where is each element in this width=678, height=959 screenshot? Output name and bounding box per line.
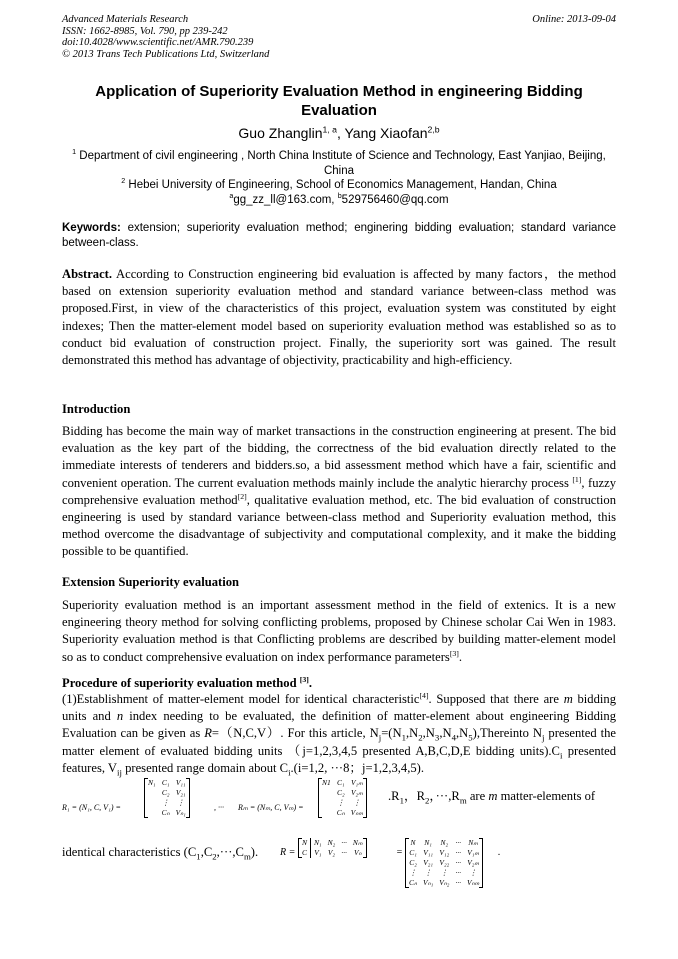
matrix-cell: ⋮ (469, 868, 477, 877)
matrix-cell: N₁ (148, 778, 156, 787)
tail-comma-2: ，···,R (429, 789, 460, 803)
author-separator: , (336, 125, 345, 141)
citation-1: [1] (572, 474, 582, 484)
tail-R: .R (388, 789, 400, 803)
matrix-cell: C₁ (409, 848, 417, 857)
email-a: gg_zz_ll@163.com, (233, 193, 338, 206)
paper-title: Application of Superiority Evaluation Method in engineering Bidding Evaluation (95, 83, 583, 119)
author-1-mark: 1, a (322, 124, 337, 135)
sub-1: 1 (401, 732, 406, 743)
matrix-cell: ⋮ (161, 798, 170, 807)
matrix-cell (319, 808, 334, 818)
tail-sub-m: m (459, 795, 467, 806)
affiliation-2-text: Hebei University of Engineering, School of Economics Management, Handan, China (125, 179, 557, 191)
tail-end: matter-elements of (497, 789, 596, 803)
comp-sub-m: m (243, 851, 251, 862)
matrix-cell: Vₙₘ (350, 808, 364, 817)
introduction-heading: Introduction (62, 402, 131, 416)
comp-end: ). (250, 845, 259, 859)
matrix-cell: C (302, 848, 308, 857)
email-a-mark: a (229, 191, 234, 200)
matrix-cell: Vₙ₁ (175, 808, 186, 817)
affiliation-1-mark: 1 (72, 148, 77, 157)
tail-text: are (466, 789, 489, 803)
matrix-row (406, 878, 482, 888)
issn-line: ISSN: 1662-8985, Vol. 790, pp 239-242 (62, 25, 228, 37)
email-b: 529756460@qq.com (341, 193, 449, 206)
matter-element-row (62, 778, 616, 838)
proc-comma-1: ,N (406, 726, 419, 741)
matrix-cell: N₁ (424, 838, 432, 847)
affiliation-2 (62, 178, 616, 193)
composite-matrix-2 (405, 838, 483, 888)
composite-equals: = (396, 847, 403, 858)
matrix-cell: ··· (455, 878, 461, 887)
matrix-cell: Nₘ (468, 838, 478, 847)
doi-line: doi:10.4028/www.scientific.net/AMR.790.239 (62, 37, 254, 49)
tail-sub-2: 2 (424, 795, 430, 806)
intro-text-1: Bidding has become the main way of market transactions in the construction engineering at present. The bid evaluation as the key part of the bidding, the correctness of the bid evaluation directly related to the immediate interests of tenderers and bidders.so, a bid assessment method which have a fair, scientific and convenient operation. The current evaluation methods mainly include the analytic hierarchy process (62, 424, 616, 490)
tail-var-m: m (488, 789, 498, 803)
rm-lhs: Rₘ = (Nₘ, C, Vₘ) = (238, 803, 304, 812)
matrix-cell (145, 808, 159, 818)
matrix-cell: V₂ (327, 848, 336, 857)
r1-matrix (144, 778, 190, 818)
proc-comma-3: ,N (439, 726, 452, 741)
matrix-cell: V₁ₘ (467, 848, 480, 857)
proc-text-10: presented range domain about C (121, 760, 289, 775)
matrix-row (319, 778, 366, 788)
matrix-row (145, 798, 189, 808)
composite-matrix-1 (298, 838, 367, 858)
matrix-cell: ··· (455, 838, 461, 847)
matrix-row (145, 808, 189, 818)
proc-text-6: =(N (381, 726, 402, 741)
matrix-cell: N₂ (440, 838, 449, 847)
matrix-row (319, 808, 366, 818)
matrix-cell: ··· (341, 838, 347, 847)
matrix-cell: V₁₁ (423, 848, 433, 857)
matrix-cell: Vₙ₂ (439, 878, 450, 887)
matrix-row (319, 788, 366, 798)
matrix-cell (145, 788, 159, 798)
proc-text-2: . Supposed that there are (428, 692, 564, 706)
matrix-cell: V₁₁ (175, 778, 186, 787)
comp-sub-1: 1 (196, 851, 201, 862)
extension-text-end: . (458, 649, 463, 664)
rm-matrix (318, 778, 367, 818)
matrix-cell: Vₙ₁ (423, 878, 434, 887)
matrix-cell: V₂₁ (175, 788, 186, 797)
extension-heading: Extension Superiority evaluation (62, 575, 240, 589)
matrix-cell: ⋮ (424, 868, 432, 877)
matrix-cell: ⋮ (176, 798, 185, 807)
matrix-cell: ⋮ (337, 798, 345, 807)
procedure-heading-citation: [3] (299, 674, 309, 684)
var-n: n (116, 709, 124, 724)
matrix-cell: ··· (455, 868, 461, 877)
matrix-cell: C₁ (161, 778, 170, 787)
matrix-row (299, 838, 366, 848)
matrix-cell: Vₙₘ (467, 878, 480, 887)
author-2-mark: 2,b (427, 124, 440, 135)
tail-sub-1: 1 (399, 795, 404, 806)
keywords-text: extension; superiority evaluation method; enginering bidding evaluation; standard variance between-class. (62, 222, 616, 249)
matrix-cell: Cₙ (161, 808, 170, 817)
matrix-row (406, 848, 482, 858)
matrix-row (299, 848, 366, 858)
matrix-cell: Cₙ (409, 878, 417, 887)
matrix-cell: V₂ₘ (467, 858, 480, 867)
abstract (62, 266, 616, 369)
matrix-cell: N₁ (314, 838, 322, 847)
proc-text-9: presented features, V (62, 743, 616, 775)
composite-matrix-2-table (406, 838, 482, 888)
proc-text-11: .(i=1,2, ···8；j=1,2,3,4,5). (290, 760, 424, 775)
matrix-cell: ⋮ (440, 868, 449, 877)
matrix-cell: ⋮ (409, 868, 417, 877)
citation-3: [3] (449, 648, 459, 658)
affiliation-1 (62, 149, 616, 178)
matrix-cell: C₁ (336, 778, 345, 787)
citation-4: [4] (419, 690, 429, 700)
matrix-cell: V₁₂ (439, 848, 450, 857)
matrix-cell: N₂ (327, 838, 336, 847)
r1-lhs: R₁ = (N₁, C, V₁) = (62, 803, 121, 812)
composite-text (62, 845, 258, 860)
var-m: m (563, 692, 573, 706)
copyright-line: © 2013 Trans Tech Publications Ltd, Switzerland (62, 48, 270, 60)
matrix-row (319, 798, 366, 808)
author-line (62, 124, 616, 142)
matrix-cell: V₂ₘ (350, 788, 363, 797)
matrix-cell: Vₙ (353, 848, 362, 857)
matrix-row (406, 858, 482, 868)
matrix-row (145, 778, 189, 788)
procedure-heading-end: . (308, 676, 312, 690)
sub-j: j (378, 732, 382, 743)
email-b-mark: b (337, 191, 342, 200)
tail-comma-1: ，R (403, 789, 425, 803)
matrix-cell: ··· (341, 848, 347, 857)
rm-matrix-table (319, 778, 366, 818)
extension-paragraph (62, 597, 616, 666)
affiliation-2-mark: 2 (121, 177, 126, 186)
extension-text: Superiority evaluation method is an important assessment method in the field of extenics. It is a new engineering theory method for solving conflicting problems, proposed by Chinese scholar Cai Wen in 1983. Superiority evaluation method is that Conflicting problems are described by building matter-element model so as to conduct comprehensive evaluation on index performance parameters (62, 598, 616, 664)
matrix-cell: ··· (455, 858, 461, 867)
matrix-cell: V₂₂ (439, 858, 450, 867)
sub-4: 4 (451, 732, 456, 743)
matrix-row (406, 838, 482, 848)
abstract-label: Abstract. (62, 267, 113, 281)
citation-2: [2] (237, 491, 247, 501)
matrix-cell: ··· (455, 848, 461, 857)
keywords-label: Keywords: (62, 222, 121, 234)
matrix-cell: ⋮ (353, 798, 361, 807)
sub-3: 3 (434, 732, 440, 743)
matrix-cell: V₁ₘ (350, 778, 363, 787)
comp-pre: identical characteristics (C (62, 845, 197, 859)
var-R: R (204, 726, 212, 741)
proc-text-7: ),Thereinto N (472, 726, 542, 741)
matrix-row (145, 788, 189, 798)
sub-ij: ij (117, 767, 122, 778)
matter-element-tail (388, 788, 616, 805)
comp-comma-2: ,···,C (216, 845, 244, 859)
author-2: Yang Xiaofan (344, 125, 428, 141)
matrix-cell: Cₙ (336, 808, 345, 817)
matrix-cell: N (302, 838, 308, 847)
composite-lhs: R = (280, 847, 296, 858)
matrix-row (406, 868, 482, 878)
sub-5: 5 (468, 732, 473, 743)
affiliation-1-text: Department of civil engineering , North China Institute of Science and Technology, East Yanjiao, Beijing, China (76, 150, 606, 177)
procedure-paragraph (62, 691, 616, 777)
matrix-cell: N1 (322, 778, 331, 787)
proc-text-1: (1)Establishment of matter-element model for identical characteristic (62, 692, 420, 706)
ellipsis: , ··· (214, 803, 224, 812)
matrix-cell: V₂₁ (423, 858, 433, 867)
sub-i2: i (288, 767, 291, 778)
procedure-heading (62, 675, 616, 692)
procedure-heading-text: Procedure of superiority evaluation method (62, 676, 300, 690)
proc-text-3: bidding units and (62, 692, 616, 724)
intro-text-2: , fuzzy comprehensive evaluation method (62, 475, 616, 507)
matrix-cell: V₁ (314, 848, 322, 857)
matrix-cell: C₂ (409, 858, 417, 867)
proc-text-5: =（N,C,V）. For this article, N (211, 726, 379, 741)
r1-matrix-table (145, 778, 189, 818)
introduction-paragraph (62, 423, 616, 561)
keywords (62, 221, 616, 250)
proc-text-8: presented the matter element of evaluated bidding units （j=1,2,3,4,5 presented A,B,C,D,E bidding units).C (62, 726, 617, 758)
matrix-cell (145, 798, 159, 808)
journal-name: Advanced Materials Research (62, 14, 189, 25)
matrix-cell: C₂ (336, 788, 345, 797)
intro-text-3: , qualitative evaluation method, etc. The bid evaluation of construction engineering is used by standard variance between-class method and Superiority evaluation method, this method overcome the disadvantage of subjectivity and computational complexity, and it make the bidding possible to be quantified. (62, 492, 616, 559)
proc-comma-2: ,N (422, 726, 435, 741)
matrix-cell: C₂ (161, 788, 170, 797)
composite-matrix-1-table (299, 838, 366, 858)
online-date: Online: 2013-09-04 (532, 14, 616, 25)
email-line (62, 193, 616, 208)
comp-sub-2: 2 (212, 851, 217, 862)
proc-text-4: index needing to be evaluated, the definition of matter-element about engineering Bidding Evaluation can be given as (62, 709, 616, 741)
matrix-cell (319, 788, 334, 798)
comp-comma-1: ,C (200, 845, 213, 859)
matrix-cell (319, 798, 334, 808)
sub-i: i (559, 750, 563, 761)
author-1: Guo Zhanglin (238, 125, 323, 141)
sub-2: 2 (418, 732, 423, 743)
abstract-text: According to Construction engineering bid evaluation is affected by many factors，the method based on extension superiority evaluation method and standard variance between-class method was proposed.First, in view of the characteristics of this project, evaluation system was constituted by eight indexes; Then the matter-element model based on superiority evaluation method was established so as to conduct bid evaluation of construction project. Finally, the superiority sort was gained. The result demonstrated this method has advantage of objectivity, practicability and high-efficiency. (62, 267, 616, 368)
journal-header (62, 14, 616, 60)
affiliations (62, 149, 616, 207)
composite-period: . (498, 847, 501, 858)
sub-j2: j (541, 732, 545, 743)
matrix-cell: Nₘ (352, 838, 363, 847)
proc-comma-4: ,N (455, 726, 469, 741)
matrix-cell: N (410, 838, 416, 847)
